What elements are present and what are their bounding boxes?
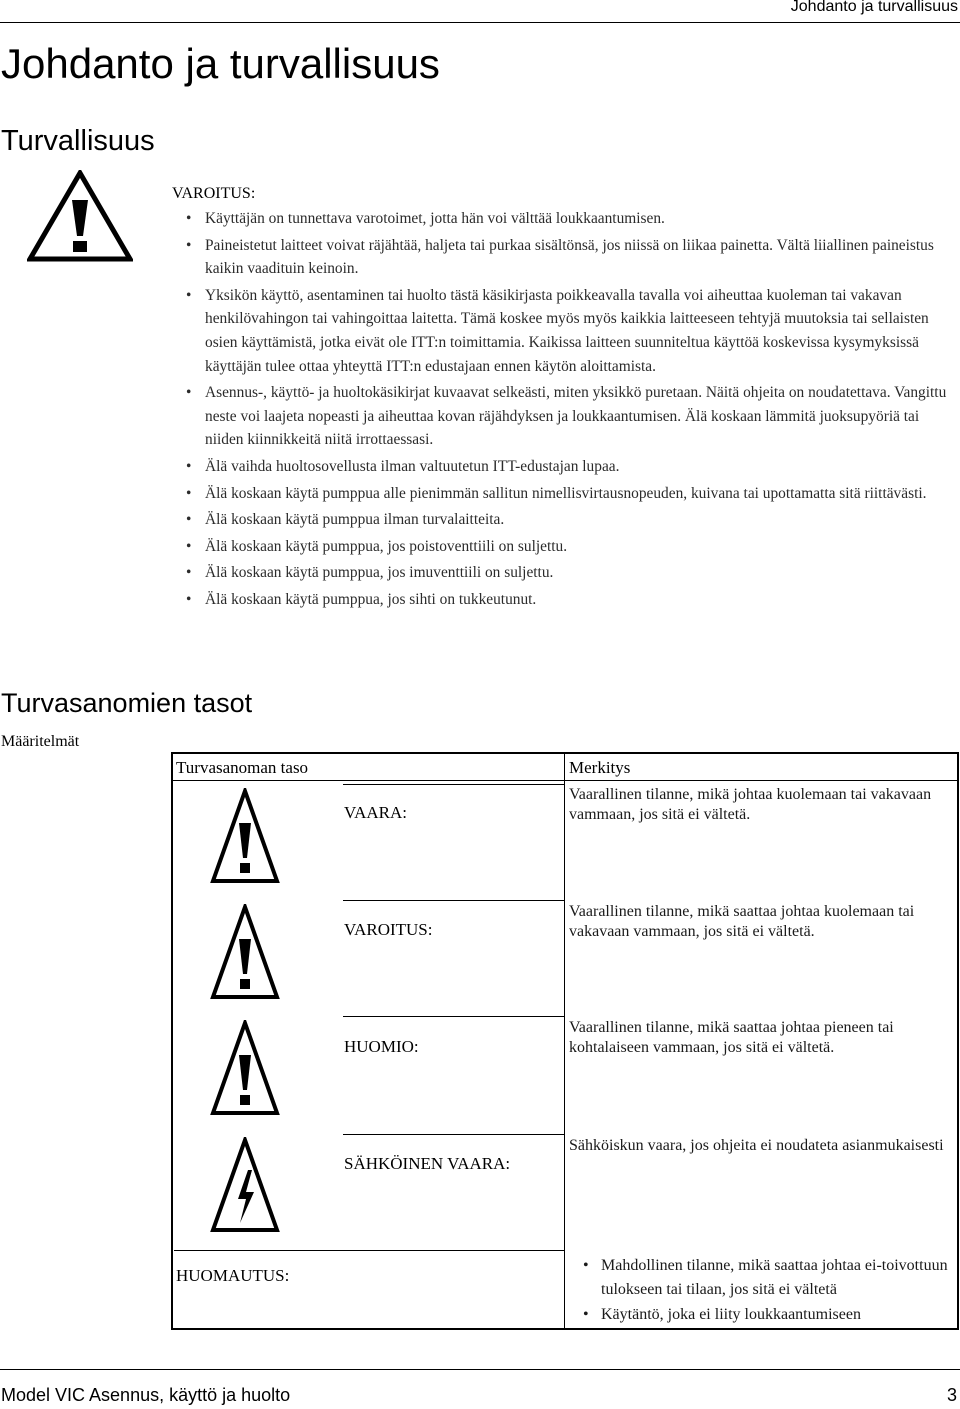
exclamation-warning-icon	[210, 788, 280, 884]
footer-title: Model VIC Asennus, käyttö ja huolto	[1, 1385, 291, 1405]
table-row-meaning: Vaarallinen tilanne, mikä johtaa kuolemaan tai vakavaan vammaan, jos sitä ei vältetä.	[569, 786, 932, 823]
list-item: • Älä koskaan käytä pumppua ilman turvalaitteita.	[172, 508, 957, 532]
label-rule	[174, 1250, 564, 1251]
table-row-meaning: Vaarallinen tilanne, mikä saattaa johtaa kuolemaan tai vakavaan vammaan, jos sitä ei vältetä.	[569, 903, 915, 940]
section-title-levels: Turvasanomien tasot	[1, 688, 253, 718]
header-rule	[173, 780, 957, 781]
header-rule	[0, 22, 960, 23]
chapter-title: Johdanto ja turvallisuus	[1, 40, 440, 87]
warning-list	[172, 207, 957, 612]
list-item: • Käytäntö, joka ei liity loukkaantumiseen	[569, 1303, 954, 1327]
warning-triangle-icon	[27, 170, 133, 262]
table-row-label: VAARA:	[344, 803, 407, 822]
list-item: • Älä koskaan käytä pumppua, jos sihti on tukkeutunut.	[172, 588, 957, 612]
table-row-meaning: Vaarallinen tilanne, mikä saattaa johtaa pieneen tai kohtalaiseen vammaan, jos sitä ei vältetä.	[569, 1019, 894, 1056]
label-rule	[343, 1134, 564, 1135]
column-header-level: Turvasanoman taso	[176, 758, 309, 777]
column-divider	[564, 754, 565, 1328]
section-title-safety: Turvallisuus	[1, 125, 155, 157]
list-item: • Yksikön käyttö, asentaminen tai huolto tästä käsikirjasta poikkeavalla tavalla voi aiheuttaa kuoleman tai vakavan henkilövahingon tai vahingoittaa laitetta. Tämä koskee myös myös kaikkia laitteeseen tehtyjä muutoksia tai sellaisten osien käyttämistä, jotka eivät ole ITT:n toimittamia. Kaikissa laitteen suunniteltua käyttöä koskevissa kysymyksissä käyttäjän tulee ottaa yhteyttä ITT:n edustajaan ennen käytön aloittamista.	[172, 284, 957, 378]
label-rule	[343, 1016, 564, 1017]
list-item: • Paineistetut laitteet voivat räjähtää, haljeta tai purkaa sisältönsä, jos niissä on liikaa painetta. Vältä liiallinen paineistus kaikin vaadituin keinoin.	[172, 234, 957, 281]
page-number: 3	[946, 1385, 957, 1405]
label-rule	[343, 784, 564, 785]
list-item: • Mahdollinen tilanne, mikä saattaa johtaa ei-toivottuun tulokseen tai tilaan, jos sitä ei vältetä	[569, 1254, 954, 1302]
label-rule	[343, 900, 564, 901]
list-item: • Asennus-, käyttö- ja huoltokäsikirjat kuvaavat selkeästi, miten yksikkö puretaan. Näitä ohjeita on noudatettava. Vangittu neste voi laajeta nopeasti ja aiheuttaa kovan räjähdyksen ja loukkaantumisen. Älä koskaan lämmitä juoksupyöriä tai niiden kiinnikkeitä niitä irrottaessasi.	[172, 381, 957, 452]
list-item: • Älä koskaan käytä pumppua alle pienimmän sallitun nimellisvirtausnopeuden, kuivana tai upottamatta sitä riittävästi.	[172, 482, 957, 506]
exclamation-warning-icon	[210, 1020, 280, 1116]
list-item: • Älä koskaan käytä pumppua, jos imuventtiili on suljettu.	[172, 561, 957, 585]
table-row-label: SÄHKÖINEN VAARA:	[344, 1154, 511, 1173]
note-label: HUOMAUTUS:	[176, 1266, 290, 1285]
electrical-hazard-icon	[210, 1137, 280, 1233]
column-header-meaning: Merkitys	[569, 758, 631, 777]
list-item: • Älä vaihda huoltosovellusta ilman valtuutetun ITT-edustajan lupaa.	[172, 455, 957, 479]
running-header: Johdanto ja turvallisuus	[790, 0, 958, 15]
table-row-label: VAROITUS:	[344, 920, 433, 939]
warning-heading: VAROITUS:	[172, 185, 256, 202]
note-list	[569, 1254, 954, 1328]
definitions-label: Määritelmät	[1, 733, 80, 750]
list-item: • Käyttäjän on tunnettava varotoimet, jotta hän voi välttää loukkaantumisen.	[172, 207, 957, 231]
safety-levels-table	[171, 752, 959, 1330]
table-row-label: HUOMIO:	[344, 1037, 419, 1056]
list-item: • Älä koskaan käytä pumppua, jos poistoventtiili on suljettu.	[172, 535, 957, 559]
exclamation-warning-icon	[210, 904, 280, 1000]
table-row-meaning: Sähköiskun vaara, jos ohjeita ei noudateta asianmukaisesti	[569, 1137, 944, 1154]
footer-rule	[0, 1369, 960, 1370]
safety-warning-block	[172, 183, 957, 615]
